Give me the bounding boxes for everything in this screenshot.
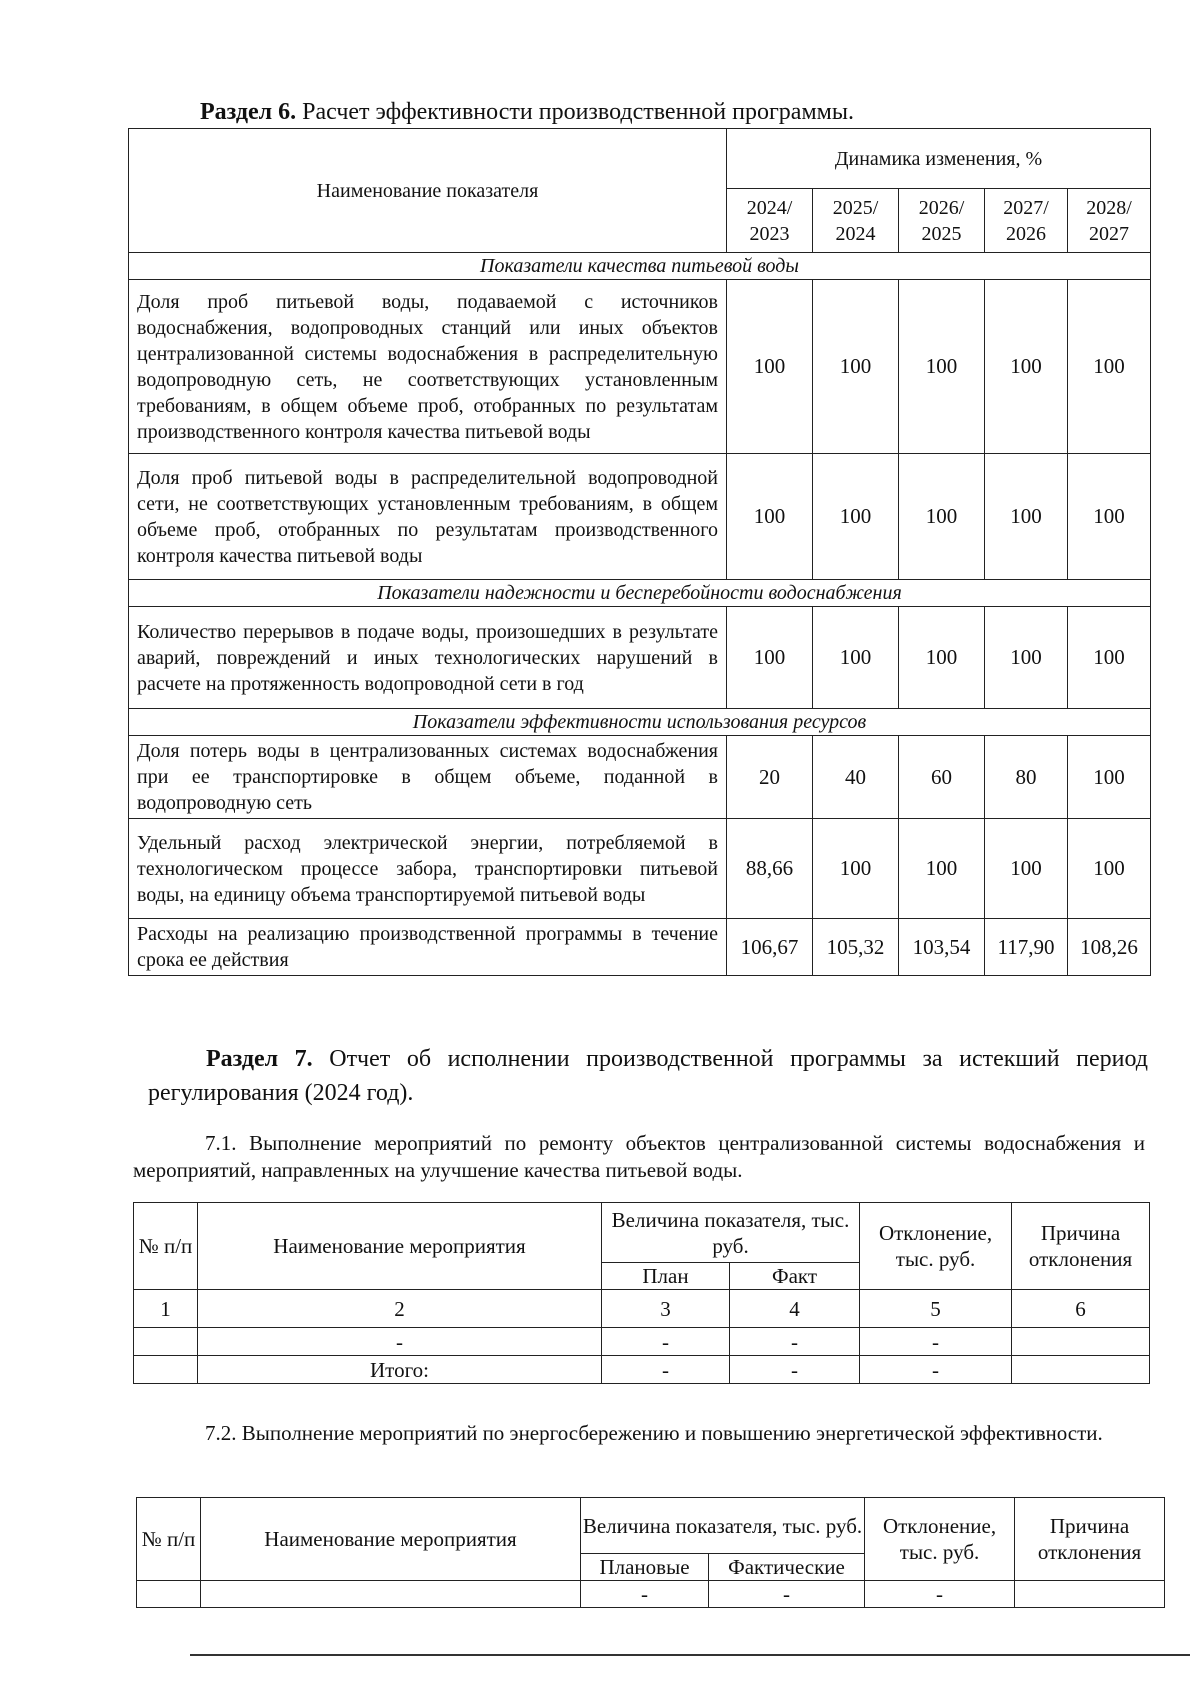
section6-title — [200, 98, 854, 126]
col-deviation: Отклонение, тыс. руб. — [865, 1498, 1015, 1581]
col-plan: Плановые — [581, 1554, 709, 1581]
cell-number: 4 — [730, 1290, 860, 1328]
col-reason: Причина отклонения — [1015, 1498, 1165, 1581]
indicator-value: 20 — [727, 736, 813, 819]
cell-number: 2 — [198, 1290, 602, 1328]
cell-total-label: Итого: — [198, 1356, 602, 1384]
indicator-value: 100 — [985, 607, 1068, 709]
indicator-value: 100 — [1068, 819, 1151, 919]
cell-number: 6 — [1012, 1290, 1150, 1328]
indicator-value: 100 — [813, 819, 899, 919]
group-row — [129, 253, 1151, 280]
header-period: 2027/ 2026 — [985, 189, 1068, 253]
section6-title-text: Расчет эффективности производственной программы. — [302, 99, 854, 125]
table-row-total — [134, 1356, 1150, 1384]
group-title: Показатели надежности и бесперебойности водоснабжения — [129, 580, 1151, 607]
efficiency-table — [128, 128, 1151, 976]
cell: - — [602, 1328, 730, 1356]
section7-label: Раздел 7. — [206, 1046, 313, 1072]
indicator-value: 100 — [899, 280, 985, 454]
indicator-value: 100 — [899, 454, 985, 580]
cell: - — [865, 1581, 1015, 1608]
cell: - — [581, 1581, 709, 1608]
cell — [137, 1581, 201, 1608]
table-row — [137, 1581, 1165, 1608]
header-dynamics: Динамика изменения, % — [727, 129, 1151, 189]
table-7-2 — [136, 1497, 1165, 1608]
cell-number: 5 — [860, 1290, 1012, 1328]
header-period: 2026/ 2025 — [899, 189, 985, 253]
indicator-name: Доля потерь воды в централизованных системах водоснабжения при ее транспортировке в общем объеме, поданной в водопроводную сеть — [129, 736, 727, 819]
header-period: 2028/ 2027 — [1068, 189, 1151, 253]
group-title: Показатели качества питьевой воды — [129, 253, 1151, 280]
table-row — [134, 1328, 1150, 1356]
table-7-1 — [133, 1202, 1150, 1384]
cell: - — [860, 1356, 1012, 1384]
cell: - — [602, 1356, 730, 1384]
cell — [1012, 1328, 1150, 1356]
cell-number: 1 — [134, 1290, 198, 1328]
paragraph-7-2: 7.2. Выполнение мероприятий по энергосбережению и повышению энергетической эффективности. — [205, 1421, 1103, 1445]
indicator-value: 117,90 — [985, 919, 1068, 976]
cell: - — [198, 1328, 602, 1356]
paragraph-7-1: 7.1. Выполнение мероприятий по ремонту объектов централизованной системы водоснабжения и мероприятий, направленных на улучшение качества питьевой воды. — [133, 1131, 1145, 1182]
bottom-rule — [190, 1654, 1190, 1656]
indicator-value: 100 — [813, 607, 899, 709]
header-indicator-name: Наименование показателя — [129, 129, 727, 253]
table-row — [129, 280, 1151, 454]
cell — [1015, 1581, 1165, 1608]
col-value: Величина показателя, тыс. руб. — [581, 1498, 865, 1554]
table-row — [129, 819, 1151, 919]
indicator-value: 100 — [899, 819, 985, 919]
indicator-value: 100 — [727, 280, 813, 454]
cell — [1012, 1356, 1150, 1384]
indicator-value: 100 — [813, 454, 899, 580]
indicator-name: Доля проб питьевой воды, подаваемой с источников водоснабжения, водопроводных станций или иных объектов централизованной системы водоснабжения в распределительную водопроводную сеть, не соответствующих установленным требованиям, в общем объеме проб, отобранных по результатам производственного контроля качества питьевой воды — [129, 280, 727, 454]
indicator-value: 105,32 — [813, 919, 899, 976]
table-row — [129, 607, 1151, 709]
indicator-value: 100 — [727, 454, 813, 580]
group-row — [129, 709, 1151, 736]
table-row-numbers — [134, 1290, 1150, 1328]
cell-number: 3 — [602, 1290, 730, 1328]
table-row — [129, 919, 1151, 976]
header-period: 2024/ 2023 — [727, 189, 813, 253]
table-row — [129, 736, 1151, 819]
col-reason: Причина отклонения — [1012, 1203, 1150, 1290]
col-value: Величина показателя, тыс. руб. — [602, 1203, 860, 1263]
indicator-value: 60 — [899, 736, 985, 819]
indicator-value: 106,67 — [727, 919, 813, 976]
col-fact: Факт — [730, 1263, 860, 1290]
col-number: № п/п — [137, 1498, 201, 1581]
indicator-name: Количество перерывов в подаче воды, произошедших в результате аварий, повреждений и иных технологических нарушений в расчете на протяженность водопроводной сети в год — [129, 607, 727, 709]
group-title: Показатели эффективности использования ресурсов — [129, 709, 1151, 736]
cell: - — [730, 1356, 860, 1384]
indicator-value: 100 — [985, 819, 1068, 919]
cell — [134, 1356, 198, 1384]
cell: - — [709, 1581, 865, 1608]
indicator-value: 88,66 — [727, 819, 813, 919]
cell: - — [860, 1328, 1012, 1356]
section6-label: Раздел 6. — [200, 99, 297, 125]
indicator-value: 108,26 — [1068, 919, 1151, 976]
indicator-value: 100 — [985, 280, 1068, 454]
table-row — [129, 454, 1151, 580]
indicator-value: 103,54 — [899, 919, 985, 976]
group-row — [129, 580, 1151, 607]
indicator-value: 100 — [813, 280, 899, 454]
cell: - — [730, 1328, 860, 1356]
indicator-value: 100 — [1068, 736, 1151, 819]
indicator-value: 100 — [1068, 280, 1151, 454]
indicator-value: 80 — [985, 736, 1068, 819]
col-name: Наименование мероприятия — [201, 1498, 581, 1581]
indicator-value: 100 — [1068, 607, 1151, 709]
indicator-value: 100 — [899, 607, 985, 709]
col-name: Наименование мероприятия — [198, 1203, 602, 1290]
col-plan: План — [602, 1263, 730, 1290]
header-period: 2025/ 2024 — [813, 189, 899, 253]
cell — [201, 1581, 581, 1608]
section7-title — [148, 1042, 1148, 1110]
indicator-name: Удельный расход электрической энергии, потребляемой в технологическом процессе забора, транспортировки питьевой воды, на единицу объема транспортируемой питьевой воды — [129, 819, 727, 919]
indicator-value: 100 — [1068, 454, 1151, 580]
indicator-value: 100 — [727, 607, 813, 709]
col-deviation: Отклонение, тыс. руб. — [860, 1203, 1012, 1290]
col-number: № п/п — [134, 1203, 198, 1290]
col-fact: Фактические — [709, 1554, 865, 1581]
indicator-value: 100 — [985, 454, 1068, 580]
indicator-name: Расходы на реализацию производственной программы в течение срока ее действия — [129, 919, 727, 976]
section7-title-text: Отчет об исполнении производственной программы за истекший период регулирования (2024 год). — [148, 1046, 1148, 1106]
cell — [134, 1328, 198, 1356]
indicator-value: 40 — [813, 736, 899, 819]
indicator-name: Доля проб питьевой воды в распределительной водопроводной сети, не соответствующих установленным требованиям, в общем объеме проб, отобранных по результатам производственного контроля качества питьевой воды — [129, 454, 727, 580]
